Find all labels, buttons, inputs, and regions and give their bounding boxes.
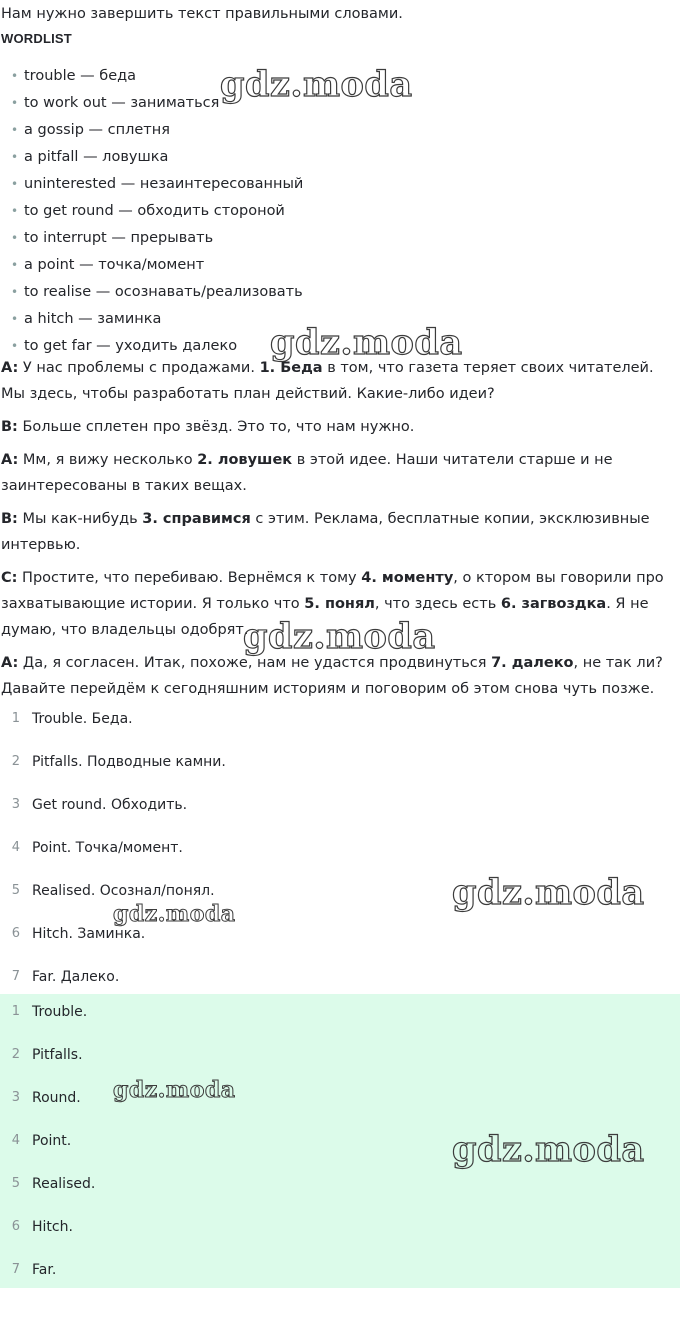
dialogue-text: , не так ли? Давайте перейдём к сегодняшним историям и поговорим об этом снова чуть позже. [1,655,663,697]
item-text: Realised. Осознал/понял. [32,883,215,899]
wordlist-item: • to interrupt — прерывать [24,229,213,247]
speaker-label: A: [1,655,19,671]
watermark: gdz.moda [270,322,463,363]
item-number: 5 [11,1176,20,1191]
item-number: 6 [11,926,20,941]
wordlist-item: • to work out — заниматься [24,94,219,112]
item-text: Realised. [32,1176,96,1192]
dialogue-text: Больше сплетен про звёзд. Это то, что нам нужно. [17,419,415,435]
dialogue-line [1,650,679,702]
item-text: Far. Далеко. [32,969,120,985]
dialogue-line [1,414,679,440]
item-text: Round. [32,1090,81,1106]
item-text: Trouble. Беда. [32,711,133,727]
answer-highlight: 7. далеко [491,655,574,671]
item-number: 3 [11,797,20,812]
speaker-label: B: [1,511,18,527]
item-text: Point. [32,1133,72,1149]
item-text: Trouble. [32,1004,88,1020]
dialogue-text: , что здесь есть [374,596,501,612]
watermark: gdz.moda [243,616,436,657]
dialogue-line [1,447,679,499]
wordlist-item: • uninterested — незаинтересованный [24,175,303,193]
wordlist-item: • a point — точка/момент [24,256,204,274]
item-number: 3 [11,1090,20,1105]
wordlist-item: • a hitch — заминка [24,310,161,328]
item-text: Point. Точка/момент. [32,840,183,856]
item-text: Hitch. [32,1219,73,1235]
wordlist-item: • to get round — обходить стороной [24,202,285,220]
answer-highlight: 5. понял [304,596,375,612]
watermark: gdz.moda [452,1129,645,1170]
item-number: 6 [11,1219,20,1234]
item-number: 1 [11,1004,20,1019]
item-number: 2 [11,1047,20,1062]
answer-highlight: 2. ловушек [197,452,293,468]
dialogue-text: в этой идее. Наши читатели старше и не заинтересованы в таких вещах. [1,452,613,494]
item-number: 4 [11,840,20,855]
wordlist-heading: WORDLIST [1,31,72,46]
item-text: Pitfalls. Подводные камни. [32,754,226,770]
wordlist-item: • to realise — осознавать/реализовать [24,283,303,301]
wordlist-item: • a pitfall — ловушка [24,148,168,166]
item-text: Get round. Обходить. [32,797,188,813]
dialogue-text: Мы как-нибудь [17,511,143,527]
task-intro: Нам нужно завершить текст правильными словами. [1,6,403,22]
item-text: Pitfalls. [32,1047,83,1063]
watermark: gdz.moda [113,1077,236,1103]
dialogue-text: Да, я согласен. Итак, похоже, нам не удастся продвинуться [18,655,492,671]
item-number: 1 [11,711,20,726]
watermark: gdz.moda [452,872,645,913]
dialogue-text: , о ктором вы говорили про захватывающие истории. Я только что [1,570,664,612]
answer-highlight: 1. Беда [259,360,323,376]
item-number: 5 [11,883,20,898]
dialogue-text: У нас проблемы с продажами. [18,360,260,376]
item-text: Hitch. Заминка. [32,926,146,942]
wordlist-item: • to get far — уходить далеко [24,337,237,355]
speaker-label: A: [1,360,19,376]
speaker-label: A: [1,452,19,468]
item-text: Far. [32,1262,57,1278]
wordlist-item: • trouble — беда [24,67,136,85]
dialogue-text: с этим. Реклама, бесплатные копии, эксклюзивные интервью. [1,511,650,553]
answer-highlight: 4. моменту [361,570,454,586]
item-number: 4 [11,1133,20,1148]
dialogue-text: Мм, я вижу несколько [18,452,198,468]
wordlist-item: • a gossip — сплетня [24,121,170,139]
dialogue-text: в том, что газета теряет своих читателей. Мы здесь, чтобы разработать план действий. Какие-либо идеи? [1,360,654,402]
item-number: 7 [11,969,20,984]
speaker-label: B: [1,419,18,435]
item-number: 7 [11,1262,20,1277]
watermark: gdz.moda [113,901,236,927]
dialogue-text: Простите, что перебиваю. Вернёмся к тому [17,570,362,586]
dialogue-line [1,506,679,558]
speaker-label: C: [1,570,18,586]
item-number: 2 [11,754,20,769]
answer-highlight: 6. загвоздка [500,596,607,612]
answer-highlight: 3. справимся [142,511,251,527]
watermark: gdz.moda [220,64,413,105]
dialogue-text: . Я не думаю, что владельцы одобрят. [1,596,649,638]
